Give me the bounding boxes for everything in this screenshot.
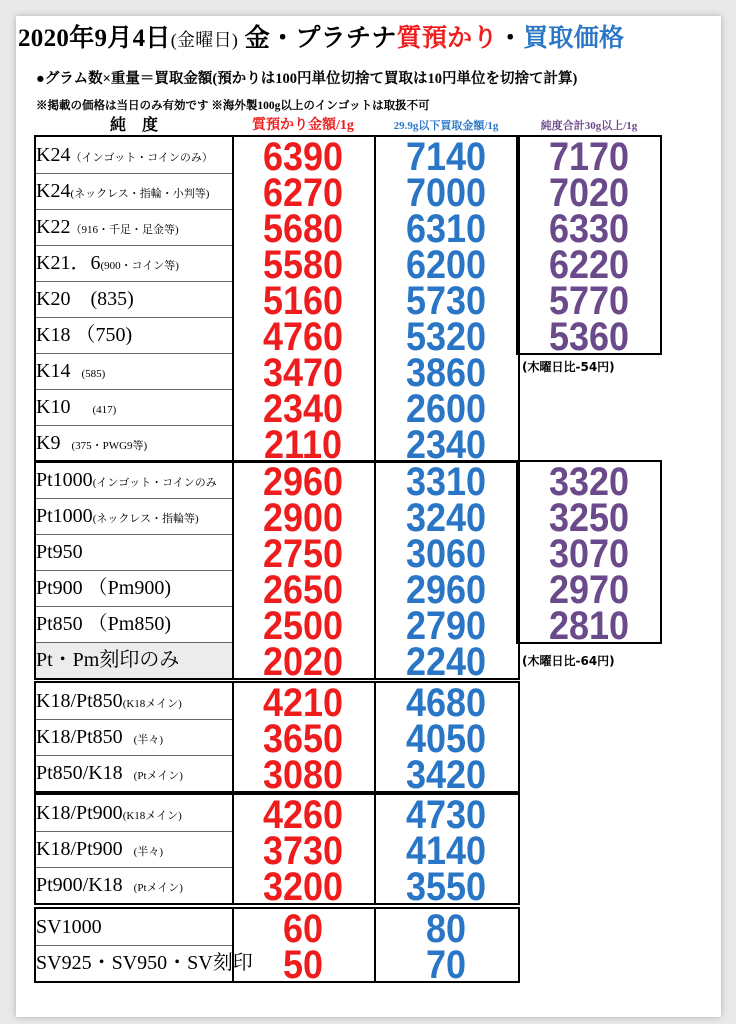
platinum-label-main: Pt900 （Pm900) — [36, 577, 172, 599]
title-weekday: (金曜日) — [170, 30, 239, 50]
platinum-label — [36, 470, 217, 490]
platinum-buy-price: 2790 — [405, 604, 487, 648]
combo850-label-main: K18/Pt850 — [36, 726, 123, 748]
gold-label-main: K24 — [36, 180, 71, 202]
platinum-pawn-price: 2960 — [262, 460, 344, 504]
platinum-column-divider — [374, 460, 376, 680]
gold-label — [36, 433, 147, 453]
gold-change-note: (木曜日比-54円) — [522, 360, 615, 374]
combo900-label-note: (K18メイン) — [122, 810, 182, 822]
platinum-pawn-price: 2020 — [262, 640, 344, 684]
gold-pawn-price: 4760 — [262, 315, 344, 359]
platinum-buy-price: 3310 — [405, 460, 487, 504]
gold-label — [36, 361, 105, 381]
gold-row-divider — [36, 353, 232, 354]
combo850-pawn-price: 3650 — [262, 717, 344, 761]
gold-pawn-price: 2110 — [263, 423, 343, 467]
gold-bulk-price: 7170 — [548, 135, 630, 179]
gold-buy-price: 5320 — [405, 315, 487, 359]
combo900-label-main: K18/Pt900 — [36, 838, 123, 860]
title-metal: 金・プラチナ — [244, 25, 397, 52]
combo900-row-divider — [36, 831, 232, 832]
combo850-column-divider — [374, 681, 376, 793]
gold-bulk-price: 5770 — [548, 279, 630, 323]
combo900-pawn-price: 4260 — [262, 793, 344, 837]
platinum-label — [36, 614, 171, 634]
silver-buy-price: 70 — [425, 943, 467, 987]
platinum-label — [36, 578, 171, 598]
combo850-pawn-price: 4210 — [262, 681, 344, 725]
gold-pawn-price: 2340 — [262, 387, 344, 431]
gold-label-note: (417) — [70, 404, 117, 416]
combo850-label-main: Pt850/K18 — [36, 762, 123, 784]
platinum-buy-price: 2240 — [405, 640, 487, 684]
combo900-pawn-price: 3730 — [262, 829, 344, 873]
gold-label — [36, 217, 179, 237]
platinum-row-divider — [36, 606, 232, 607]
platinum-buy-price: 3240 — [405, 496, 487, 540]
platinum-bulk-price: 3070 — [548, 532, 630, 576]
gold-buy-price: 7140 — [405, 135, 487, 179]
gold-pawn-price: 5580 — [262, 243, 344, 287]
gold-column-divider — [232, 135, 234, 463]
silver-label-main: SV1000 — [36, 916, 102, 938]
gold-label-main: K18 （750) — [36, 324, 133, 346]
platinum-buy-price: 2960 — [405, 568, 487, 612]
combo850-buy-price: 3420 — [405, 753, 487, 797]
silver-pawn-price: 60 — [282, 907, 324, 951]
gold-buy-price: 2600 — [405, 387, 487, 431]
platinum-bulk-price: 2810 — [548, 604, 630, 648]
platinum-label-note: (インゴット・コインのみ — [92, 477, 217, 489]
combo900-column-divider — [374, 793, 376, 905]
platinum-buy-price: 3060 — [405, 532, 487, 576]
gold-row-divider — [36, 425, 232, 426]
gold-label-main: K22 — [36, 216, 71, 238]
combo850-buy-price: 4050 — [405, 717, 487, 761]
platinum-pawn-price: 2900 — [262, 496, 344, 540]
gold-buy-price: 6200 — [405, 243, 487, 287]
gold-row-divider — [36, 173, 232, 174]
combo850-label-note: (Ptメイン) — [122, 770, 183, 782]
gold-label — [36, 397, 116, 417]
header-buy-over: 純度合計30g以上/1g — [540, 120, 638, 132]
combo900-row-divider — [36, 867, 232, 868]
combo900-label — [36, 875, 183, 895]
page-title — [18, 18, 624, 54]
combo900-label-note: (Ptメイン) — [122, 882, 183, 894]
gold-pawn-price: 6270 — [262, 171, 344, 215]
gold-label — [36, 289, 134, 309]
gold-row-divider — [36, 317, 232, 318]
gold-row-divider — [36, 245, 232, 246]
gold-buy-price: 6310 — [405, 207, 487, 251]
platinum-label — [36, 650, 179, 670]
silver-label — [36, 917, 102, 937]
platinum-row-divider — [36, 498, 232, 499]
platinum-pawn-price: 2500 — [262, 604, 344, 648]
combo900-pawn-price: 3200 — [262, 865, 344, 909]
silver-pawn-price: 50 — [282, 943, 324, 987]
combo900-buy-price: 4730 — [405, 793, 487, 837]
gold-buy-price: 7000 — [405, 171, 487, 215]
combo900-buy-price: 4140 — [405, 829, 487, 873]
platinum-label-note: (ネックレス・指輪等) — [92, 513, 199, 525]
silver-label-main: SV925・SV950・SV刻印 — [36, 952, 253, 974]
title-pawn: 質預かり — [396, 25, 498, 52]
gold-label — [36, 181, 209, 201]
platinum-label-main: Pt850 （Pm850) — [36, 613, 172, 635]
combo850-buy-price: 4680 — [405, 681, 487, 725]
header-pawn: 質預かり金額/1g — [252, 118, 354, 133]
gold-label-note: (ネックレス・指輪・小判等) — [70, 188, 210, 200]
combo900-label-main: Pt900/K18 — [36, 874, 123, 896]
validity-notice: ※掲載の価格は当日のみ有効です ※海外製100g以上のインゴットは取扱不可 — [36, 100, 430, 112]
combo900-label — [36, 803, 182, 823]
combo900-buy-price: 3550 — [405, 865, 487, 909]
gold-label-main: K14 — [36, 360, 71, 382]
title-buy: 買取価格 — [523, 25, 625, 52]
combo850-row-divider — [36, 719, 232, 720]
gold-pawn-price: 5680 — [262, 207, 344, 251]
combo850-label — [36, 691, 182, 711]
gold-column-divider — [374, 135, 376, 463]
silver-row-divider — [36, 945, 232, 946]
title-dot: ・ — [497, 25, 524, 52]
gold-label — [36, 253, 179, 273]
combo850-pawn-price: 3080 — [262, 753, 344, 797]
gold-label-main: K9 — [36, 432, 61, 454]
platinum-label-main: Pt・Pm刻印のみ — [36, 649, 180, 671]
gold-label-main: K10 — [36, 396, 71, 418]
gold-bulk-price: 6330 — [548, 207, 630, 251]
title-date: 2020年9月4日 — [18, 25, 171, 52]
combo900-label — [36, 839, 163, 859]
gold-buy-price: 2340 — [405, 423, 487, 467]
platinum-pawn-price: 2650 — [262, 568, 344, 612]
gold-bulk-price: 6220 — [548, 243, 630, 287]
combo900-label-main: K18/Pt900 — [36, 802, 123, 824]
platinum-label — [36, 542, 83, 562]
gold-row-divider — [36, 389, 232, 390]
gold-buy-price: 3860 — [405, 351, 487, 395]
combo850-label — [36, 763, 183, 783]
gold-label-main: K21．6 — [36, 252, 101, 274]
gold-label-note: （916・千足・足金等) — [70, 224, 179, 236]
platinum-row-divider — [36, 570, 232, 571]
platinum-bulk-price: 3320 — [548, 460, 630, 504]
platinum-label-main: Pt1000 — [36, 505, 93, 527]
platinum-row-divider — [36, 534, 232, 535]
silver-label — [36, 953, 253, 973]
gold-label-note: (900・コイン等) — [100, 260, 179, 272]
gold-pawn-price: 6390 — [262, 135, 344, 179]
platinum-bulk-price: 3250 — [548, 496, 630, 540]
header-buy-under: 29.9g以下買取金額/1g — [393, 120, 499, 132]
platinum-pawn-price: 2750 — [262, 532, 344, 576]
combo850-row-divider — [36, 755, 232, 756]
silver-column-divider — [374, 907, 376, 983]
gold-label-main: K24 — [36, 144, 71, 166]
calculation-note: ●グラム数×重量＝買取金額(預かりは100円単位切捨て買取は10円単位を切捨て計算) — [36, 71, 578, 87]
silver-buy-price: 80 — [425, 907, 467, 951]
gold-bulk-price: 7020 — [548, 171, 630, 215]
gold-row-divider — [36, 281, 232, 282]
platinum-label-main: Pt950 — [36, 541, 83, 563]
combo850-column-divider — [232, 681, 234, 793]
gold-label-note: (375・PWG9等) — [60, 440, 148, 452]
gold-bulk-price: 5360 — [548, 315, 630, 359]
gold-buy-price: 5730 — [405, 279, 487, 323]
gold-label — [36, 145, 213, 165]
gold-row-divider — [36, 209, 232, 210]
gold-pawn-price: 5160 — [262, 279, 344, 323]
combo850-label — [36, 727, 163, 747]
gold-label — [36, 325, 132, 345]
platinum-bulk-price: 2970 — [548, 568, 630, 612]
gold-pawn-price: 3470 — [262, 351, 344, 395]
gold-label-main: K20 (835) — [36, 288, 134, 310]
combo850-label-note: (半々) — [122, 734, 164, 746]
header-purity: 純 度 — [109, 117, 158, 134]
platinum-change-note: (木曜日比-64円) — [522, 654, 615, 668]
platinum-column-divider — [232, 460, 234, 680]
combo850-label-main: K18/Pt850 — [36, 690, 123, 712]
combo900-label-note: (半々) — [122, 846, 164, 858]
platinum-label-main: Pt1000 — [36, 469, 93, 491]
gold-label-note: （インゴット・コインのみ） — [70, 152, 213, 164]
combo900-column-divider — [232, 793, 234, 905]
gold-label-note: (585) — [70, 368, 106, 380]
combo850-label-note: (K18メイン) — [122, 698, 182, 710]
platinum-label — [36, 506, 199, 526]
